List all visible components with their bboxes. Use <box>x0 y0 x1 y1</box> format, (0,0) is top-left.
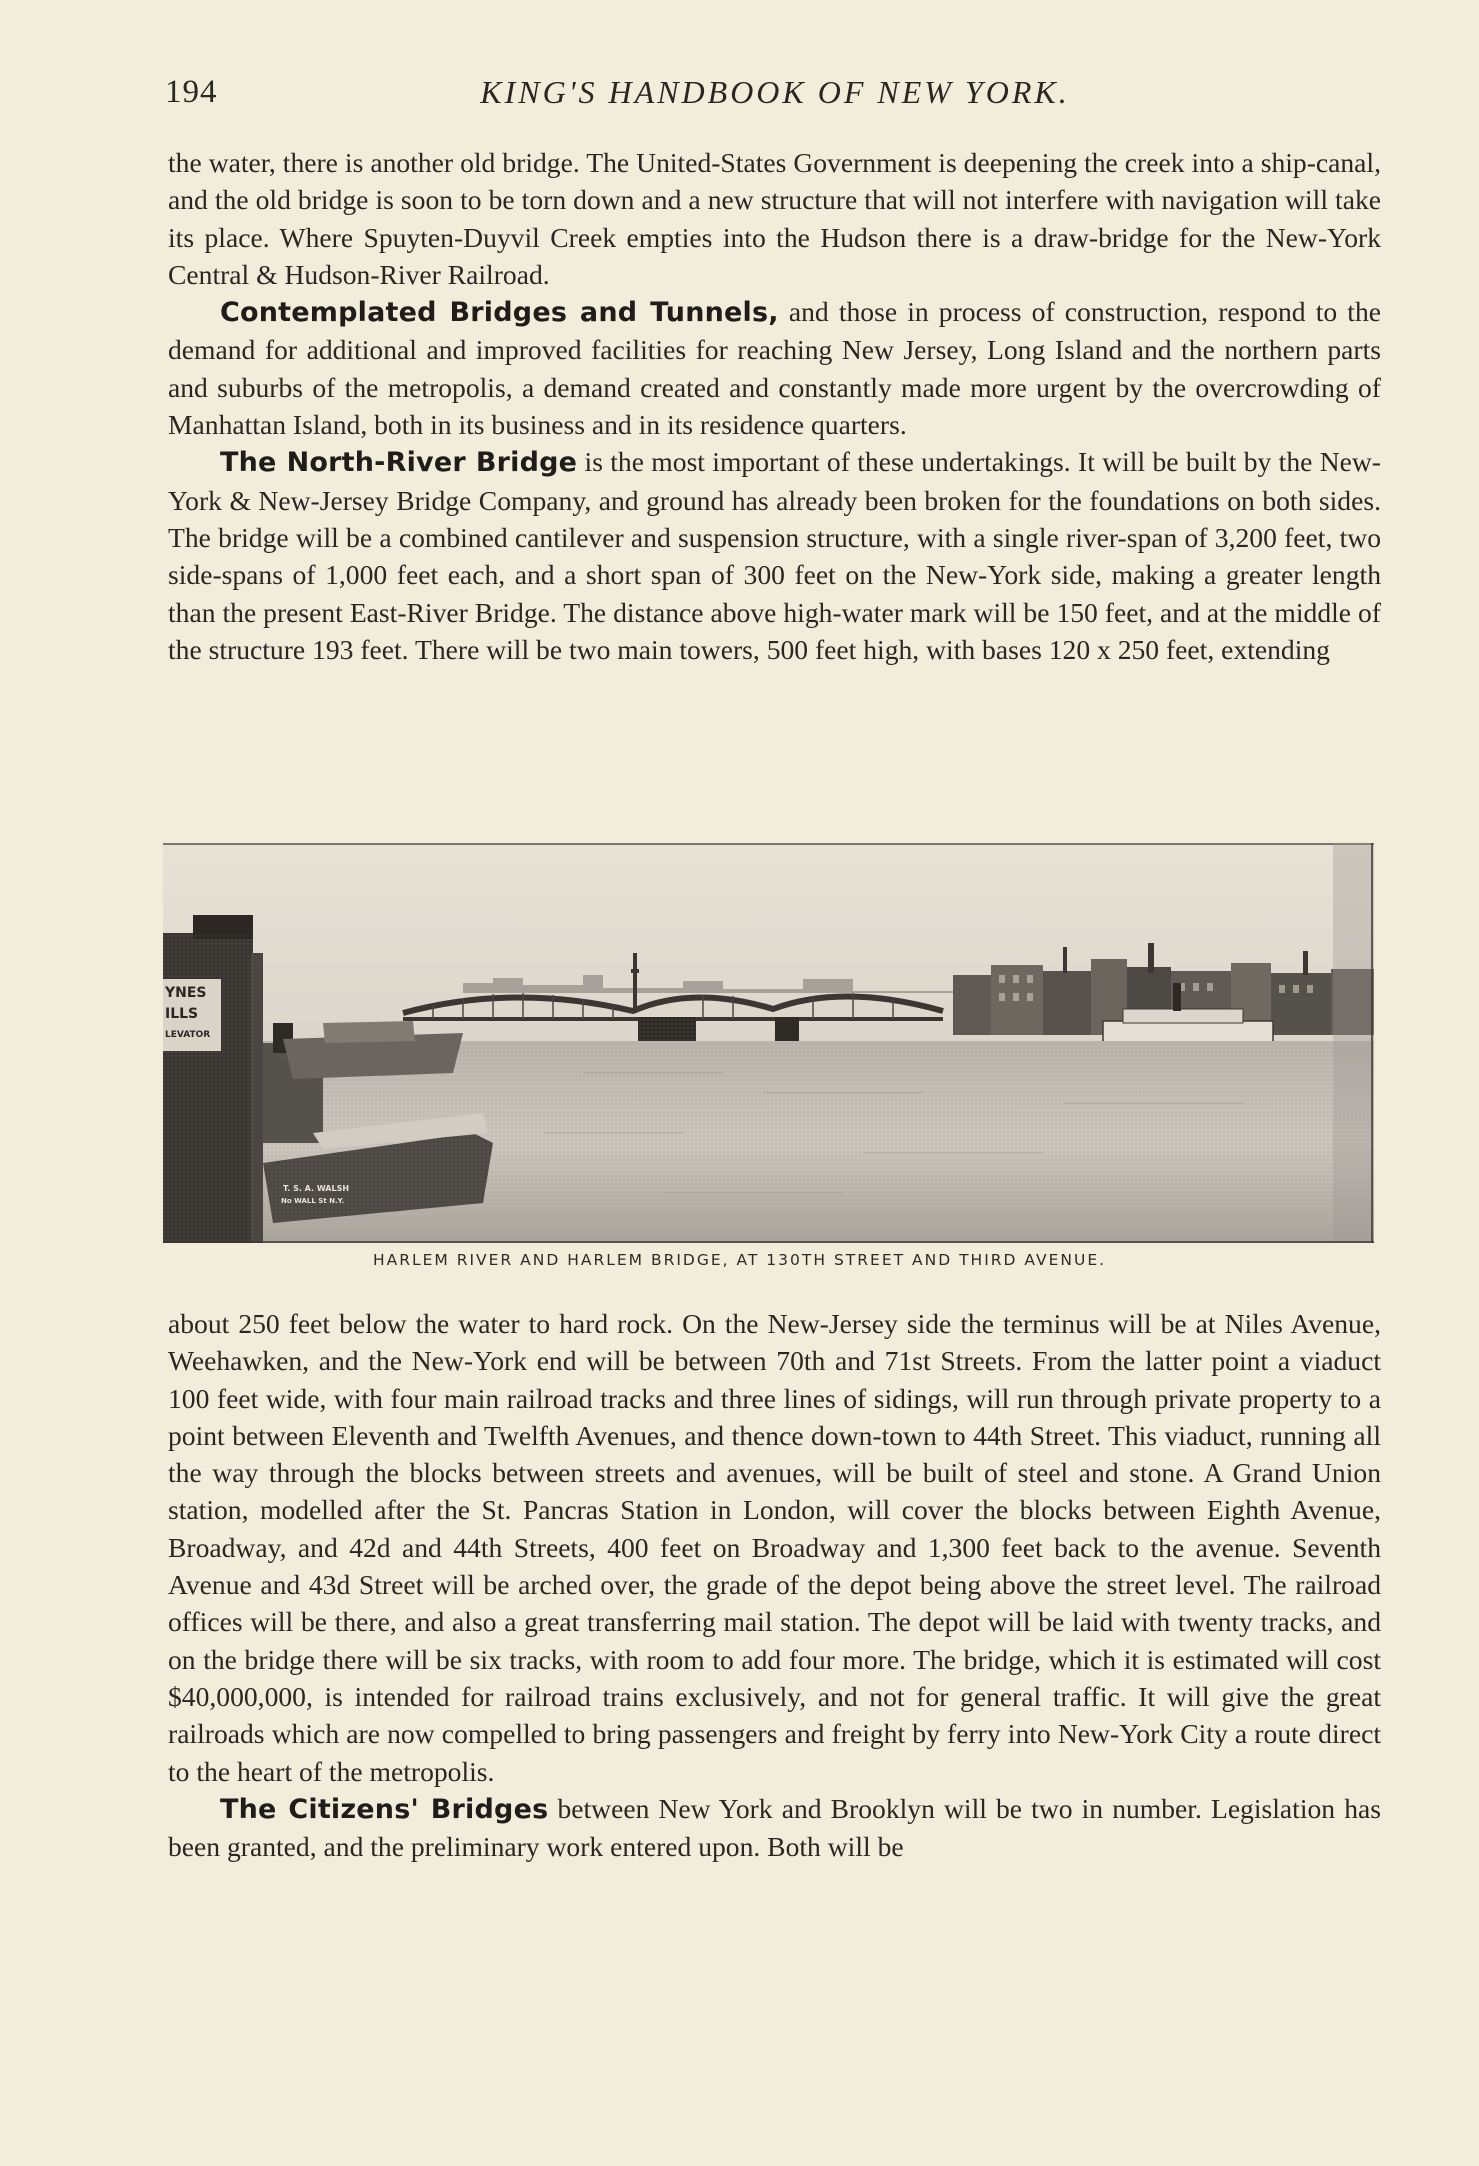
paragraph-heading: The Citizens' Bridges <box>220 1793 549 1825</box>
boat-text-line: No WALL St N.Y. <box>281 1197 345 1205</box>
paragraph-north-river-continued <box>168 1305 1381 1790</box>
paragraph-text: the water, there is another old bridge. The United-States Government is deepening the creek into a ship-canal, and the old bridge is soon to be torn down and a new structure that will not interfere with navigation will take its place. Where Spuyten-Duyvil Creek empties into the Hudson there is a draw-bridge for the New-York Central & Hudson-River Railroad. <box>168 147 1381 290</box>
text-block-bottom <box>168 1305 1381 1865</box>
paragraph-text: between New York and Brooklyn will be two in number. Legislation has been granted, and the preliminary work entered upon. Both will be <box>168 1792 1381 1863</box>
sign-text-line: ILLS <box>165 1006 199 1022</box>
photograph-illustration <box>163 843 1374 1243</box>
paragraph-harlem-bridge <box>168 144 1381 293</box>
paragraph-text: and those in process of construction, respond to the demand for additional and improved facilities for reaching New Jersey, Long Island and the northern parts and suburbs of the metropolis, a demand created and constantly made more urgent by the overcrowding of Manhattan Island, both in its business and in its residence quarters. <box>168 296 1381 441</box>
paragraph-heading: The North-River Bridge <box>220 447 578 479</box>
running-title: KING'S HANDBOOK OF NEW YORK. <box>480 74 1070 110</box>
harlem-river-photograph <box>163 843 1374 1243</box>
boat-text-line: T. S. A. WALSH <box>283 1184 350 1193</box>
sign-text-line: YNES <box>165 985 207 1001</box>
figure-caption: HARLEM RIVER AND HARLEM BRIDGE, AT 130TH STREET AND THIRD AVENUE. <box>372 1251 1107 1269</box>
paragraph-citizens-bridges <box>168 1790 1381 1866</box>
paragraph-heading: Contemplated Bridges and Tunnels, <box>220 297 779 329</box>
paragraph-north-river-bridge <box>168 443 1381 668</box>
sign-text-line: LEVATOR <box>165 1030 211 1040</box>
page-number: 194 <box>165 74 218 110</box>
paragraph-contemplated-bridges <box>168 293 1381 443</box>
paragraph-text: about 250 feet below the water to hard rock. On the New-Jersey side the terminus will be at Niles Avenue, Weehawken, and the New-York end will be between 70th and 71st Streets. From the latter point a viaduct 100 feet wide, with four main railroad tracks and three lines of sidings, will run through private property to a point between Eleventh and Twelfth Avenues, and thence down-town to 44th Street. This viaduct, running all the way through the blocks between streets and avenues, will be built of steel and stone. A Grand Union station, modelled after the St. Pancras Station in London, will cover the blocks between Eighth Avenue, Broadway, and 42d and 44th Streets, 400 feet on Broadway and 1,300 feet back to the avenue. Seventh Avenue and 43d Street will be arched over, the grade of the depot being above the street level. The railroad offices will be there, and also a great transferring mail station. The depot will be laid with twenty tracks, and on the bridge there will be six tracks, with room to add four more. The bridge, which it is estimated will cost $40,000,000, is intended for railroad trains exclusively, and not for general traffic. It will give the great railroads which are now compelled to bring passengers and freight by ferry into New-York City a route direct to the heart of the metropolis. <box>168 1308 1381 1787</box>
page-header <box>165 74 1385 124</box>
text-block-top <box>168 144 1381 668</box>
paragraph-text: is the most important of these undertakings. It will be built by the New-York & New-Jersey Bridge Company, and ground has already been broken for the foundations on both sides. The bridge will be a combined cantilever and suspension structure, with a single river-span of 3,200 feet, two side-spans of 1,000 feet each, and a short span of 300 feet on the New-York side, making a greater length than the present East-River Bridge. The distance above high-water mark will be 150 feet, and at the middle of the structure 193 feet. There will be two main towers, 500 feet high, with bases 120 x 250 feet, extending <box>168 446 1381 665</box>
